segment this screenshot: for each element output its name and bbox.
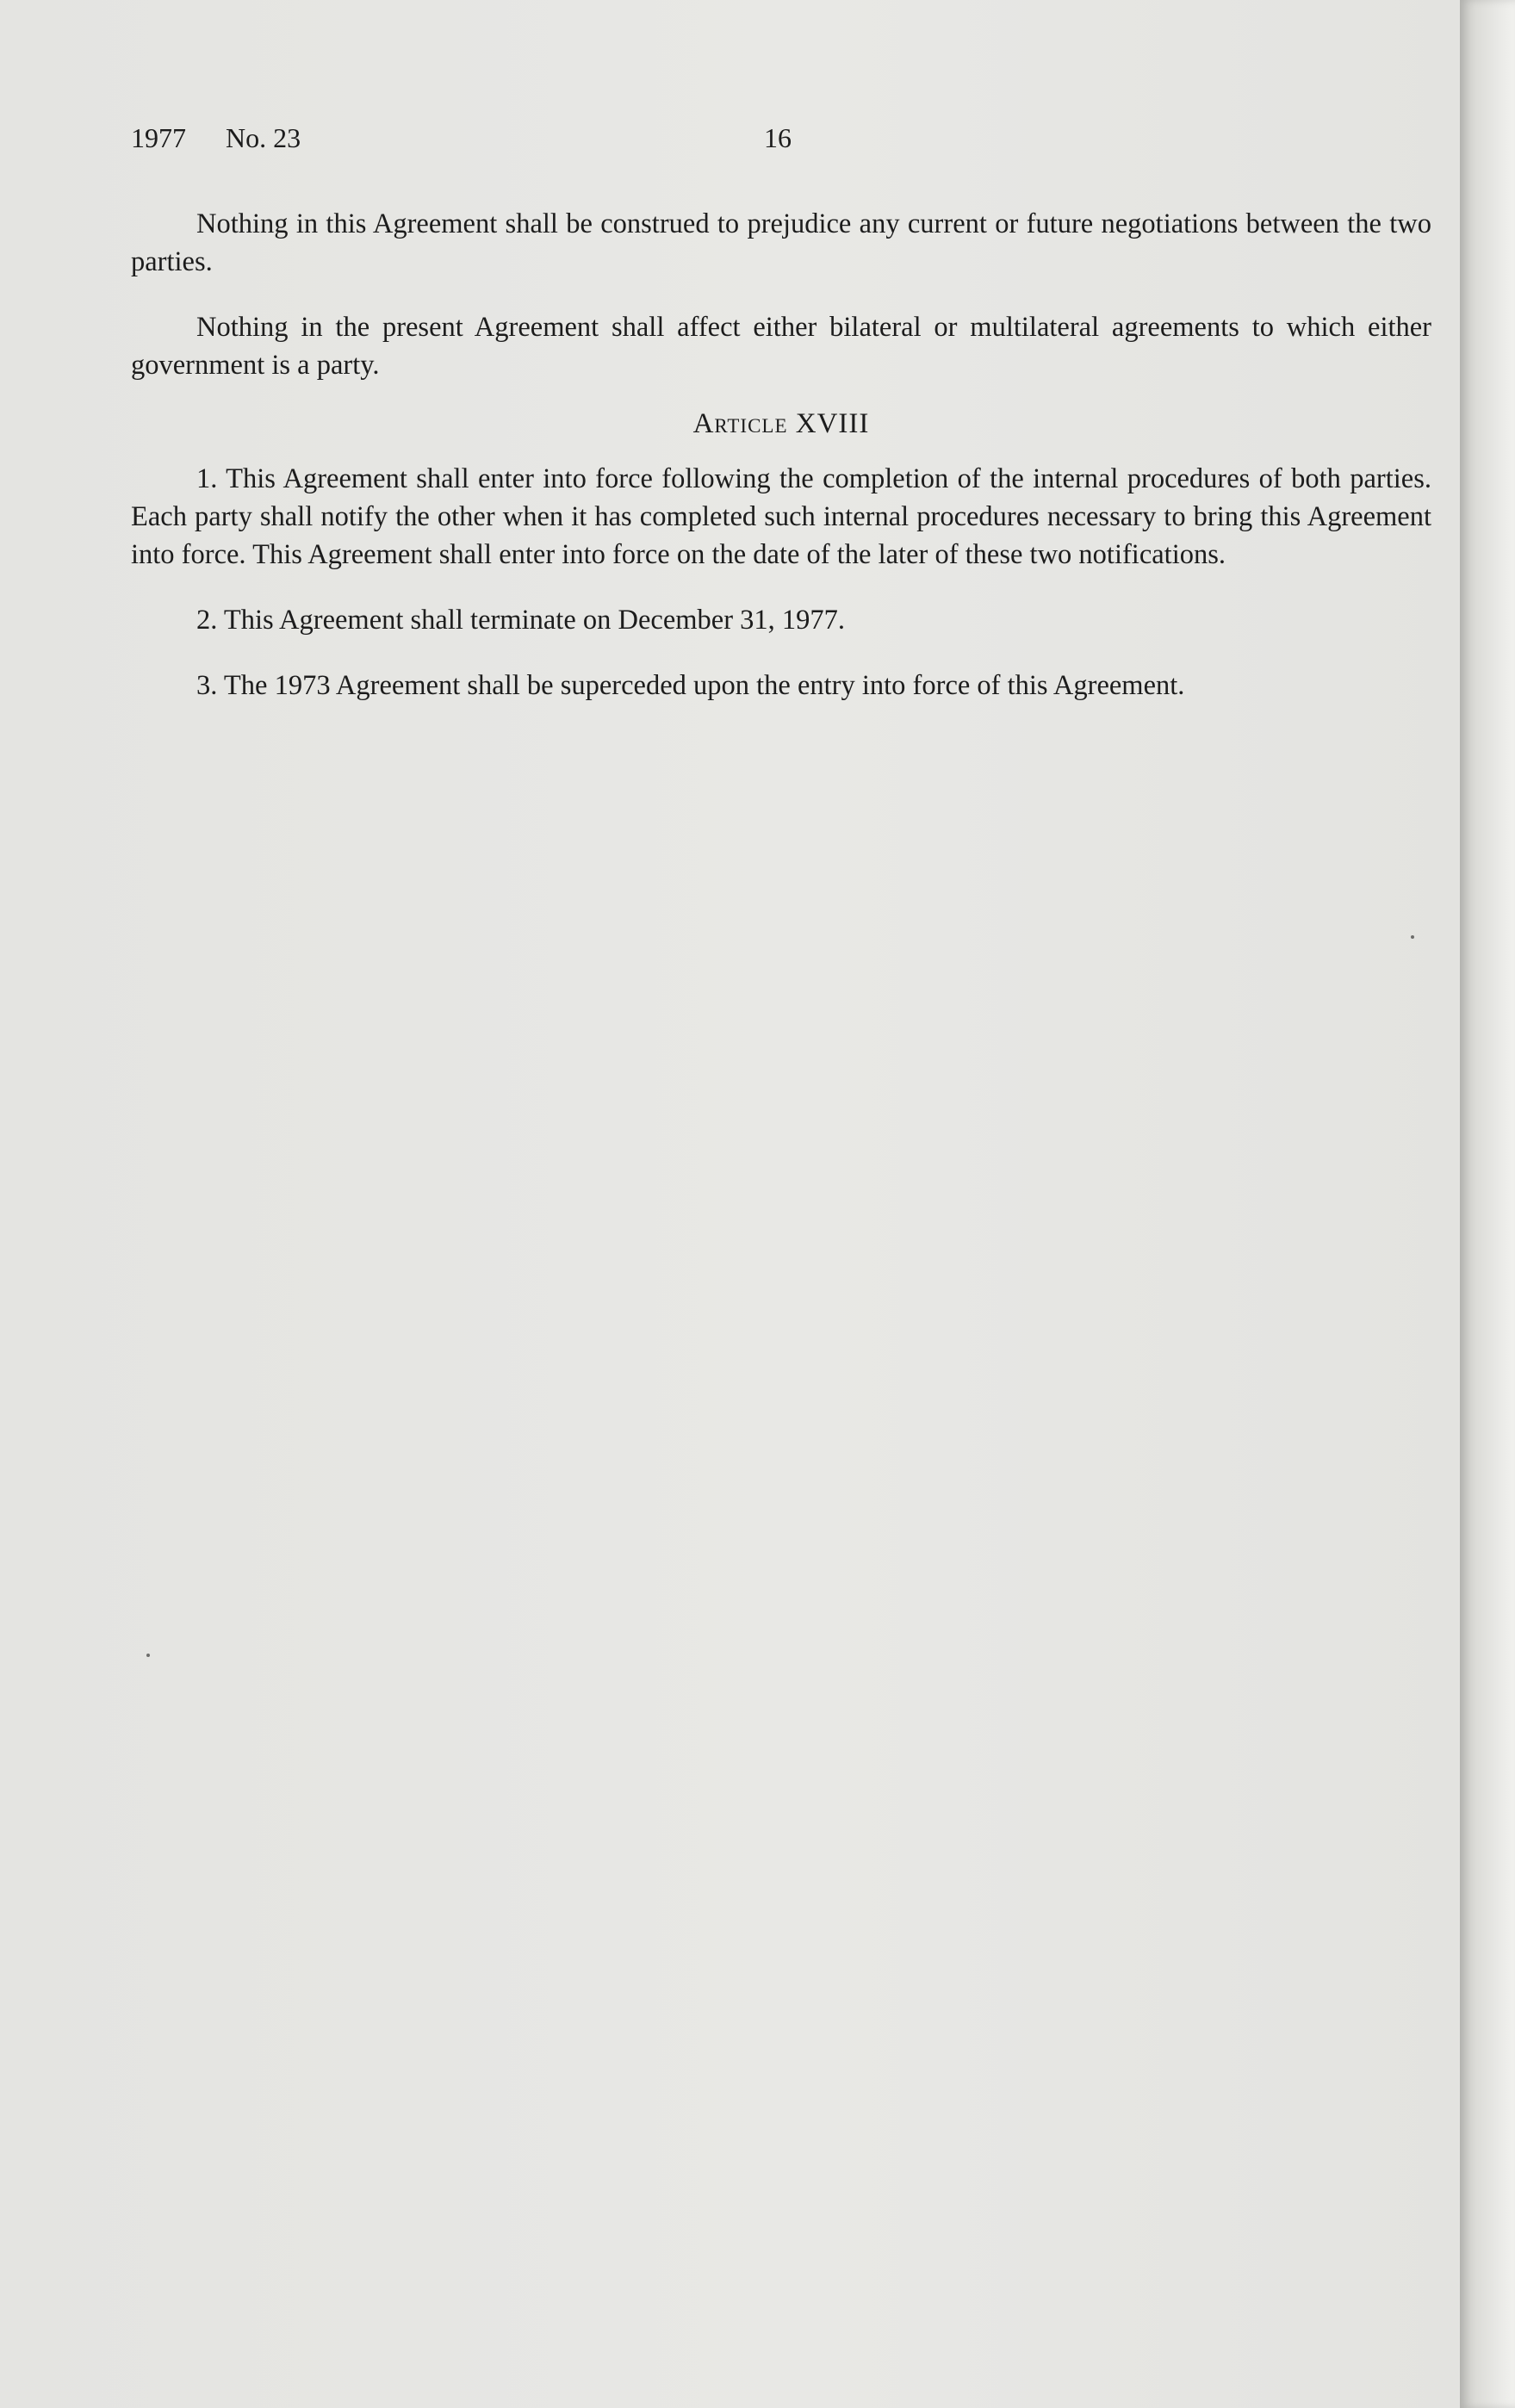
- header-year: 1977: [131, 122, 186, 153]
- page-number: 16: [764, 122, 792, 153]
- document-body: [131, 205, 1431, 704]
- paragraph-other-agreements: Nothing in the present Agreement shall affect either bilateral or multilateral agreements to which either government is a party.: [131, 312, 1431, 381]
- page-binding-edge: [1460, 0, 1515, 2408]
- page-header: [131, 122, 1431, 165]
- print-speck: [146, 1654, 150, 1657]
- clause-termination: 2. This Agreement shall terminate on December 31, 1977.: [196, 605, 846, 636]
- print-speck: [1411, 935, 1414, 939]
- clause-supersession: 3. The 1973 Agreement shall be superceded upon the entry into force of this Agreement.: [196, 670, 1185, 701]
- clause-entry-into-force: 1. This Agreement shall enter into force following the completion of the internal procedures of both parties. Each party shall notify the other when it has completed such internal procedures necessary to bring this Agreement into force. This Agreement shall enter into force on the date of the later of these two notifications.: [131, 463, 1431, 570]
- article-heading: Article XVIII: [692, 408, 870, 439]
- header-statute-number: No. 23: [226, 122, 301, 153]
- paragraph-prejudice: Nothing in this Agreement shall be construed to prejudice any current or future negotiations between the two parties.: [131, 208, 1431, 277]
